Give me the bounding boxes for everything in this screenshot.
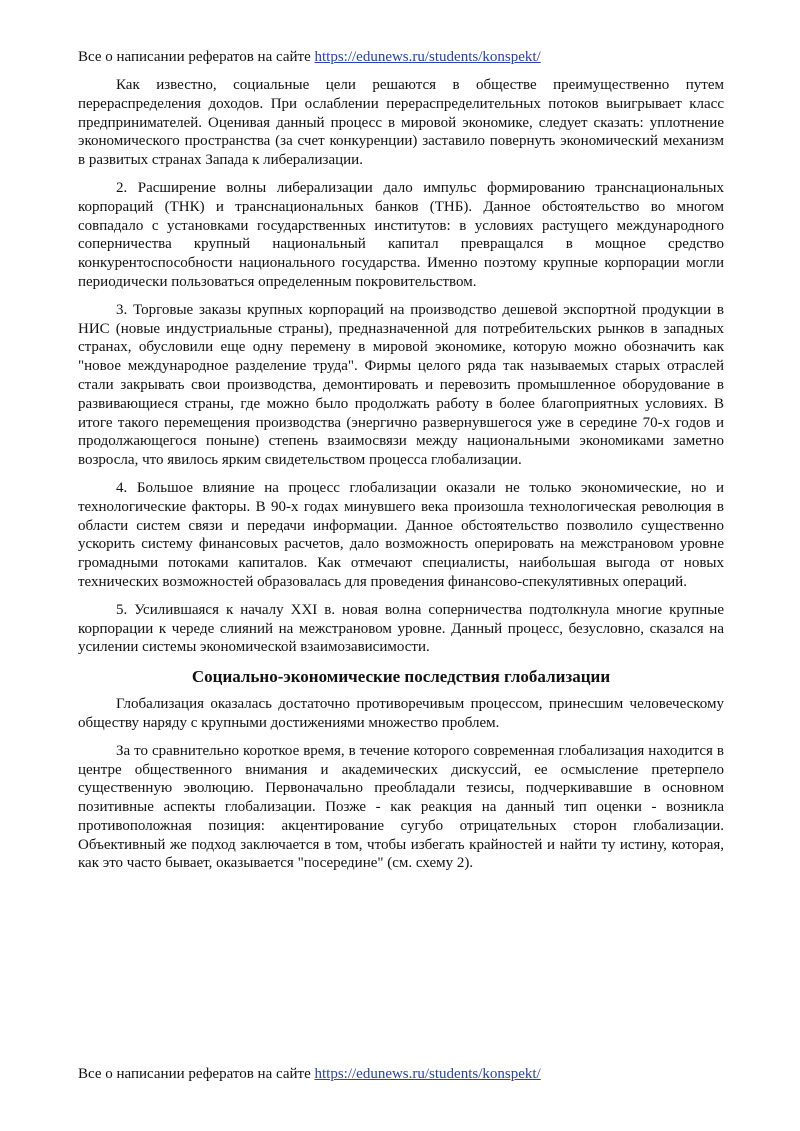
footer-text: Все о написании рефератов на сайте (78, 1066, 315, 1082)
header-text: Все о написании рефератов на сайте (78, 49, 315, 65)
paragraph: 4. Большое влияние на процесс глобализации оказали не только экономические, но и технологические факторы. В 90-х годах минувшего века произошла технологическая революция в области систем связи и передачи информации. Данное обстоятельство позволило существенно ускорить систему финансовых расчетов, дало возможность оперировать на межстрановом уровне громадными потоками капиталов. Как отмечают специалисты, наибольшая выгода от новых технических возможностей образовалась для проведения финансово-спекулятивных операций. (78, 479, 724, 590)
paragraph: Глобализация оказалась достаточно противоречивым процессом, принесшим человеческому обществу наряду с крупными достижениями множество проблем. (78, 696, 724, 731)
paragraph: За то сравнительно короткое время, в течение которого современная глобализация находится в центре общественного внимания и академических дискуссий, ее осмысление претерпело существенную эволюцию. Первоначально преобладали тезисы, подчеркивавшие в основном позитивные аспекты глобализации. Позже - как реакция на данный тип оценки - возникла противоположная позиция: акцентирование сугубо отрицательных сторон глобализации. Объективный же подход заключается в том, чтобы избегать крайностей и найти ту истину, которая, как это часто бывает, оказывается "посередине" (см. схему 2). (78, 742, 724, 872)
header-link[interactable]: https://edunews.ru/students/konspekt/ (314, 49, 541, 65)
footer-link[interactable]: https://edunews.ru/students/konspekt/ (314, 1066, 541, 1082)
page-header (78, 48, 724, 67)
page-footer (78, 1065, 724, 1084)
paragraph: Как известно, социальные цели решаются в обществе преимущественно путем перераспределения доходов. При ослаблении перераспределительных потоков выигрывает класс предпринимателей. Оценивая данный процесс в мировой экономике, следует сказать: уплотнение экономического пространства (за счет конкуренции) заставило повернуть экономический механизм в развитых странах Запада к либерализации. (78, 77, 724, 169)
paragraph: 3. Торговые заказы крупных корпораций на производство дешевой экспортной продукции в НИС (новые индустриальные страны), предназначенной для потребительских рынков в западных странах, обусловили еще одну перемену в мировой экономике, которую можно обозначить как "новое международное разделение труда". Фирмы целого ряда так называемых старых отраслей стали закрывать свои производства, демонтировать и перевозить промышленное оборудование в развивающиеся страны, где можно было продолжать работу в более благоприятных условиях. В итоге такого перемещения производства (энергично развернувшегося уже в середине 70-х годов и продолжающегося поныне) степень взаимосвязи между национальными экономиками заметно возросла, что явилось ярким свидетельством процесса глобализации. (78, 301, 724, 469)
paragraph: 2. Расширение волны либерализации дало импульс формированию транснациональных корпораций (ТНК) и транснациональных банков (ТНБ). Данное обстоятельство во многом совпадало с установками государственных институтов: в условиях растущего международного соперничества крупный национальный капитал превращался в мощное средство конкурентоспособности национального государства. Именно поэтому крупные корпорации могли периодически пользоваться определенным покровительством. (78, 179, 724, 290)
document-body (78, 76, 724, 882)
paragraph: 5. Усилившаяся к началу XXI в. новая волна соперничества подтолкнула многие крупные корпорации к череде слияний на межстрановом уровне. Данный процесс, безусловно, сказался на усилении системы экономической взаимозависимости. (78, 601, 724, 656)
section-heading: Социально-экономические последствия глобализации (191, 667, 611, 687)
